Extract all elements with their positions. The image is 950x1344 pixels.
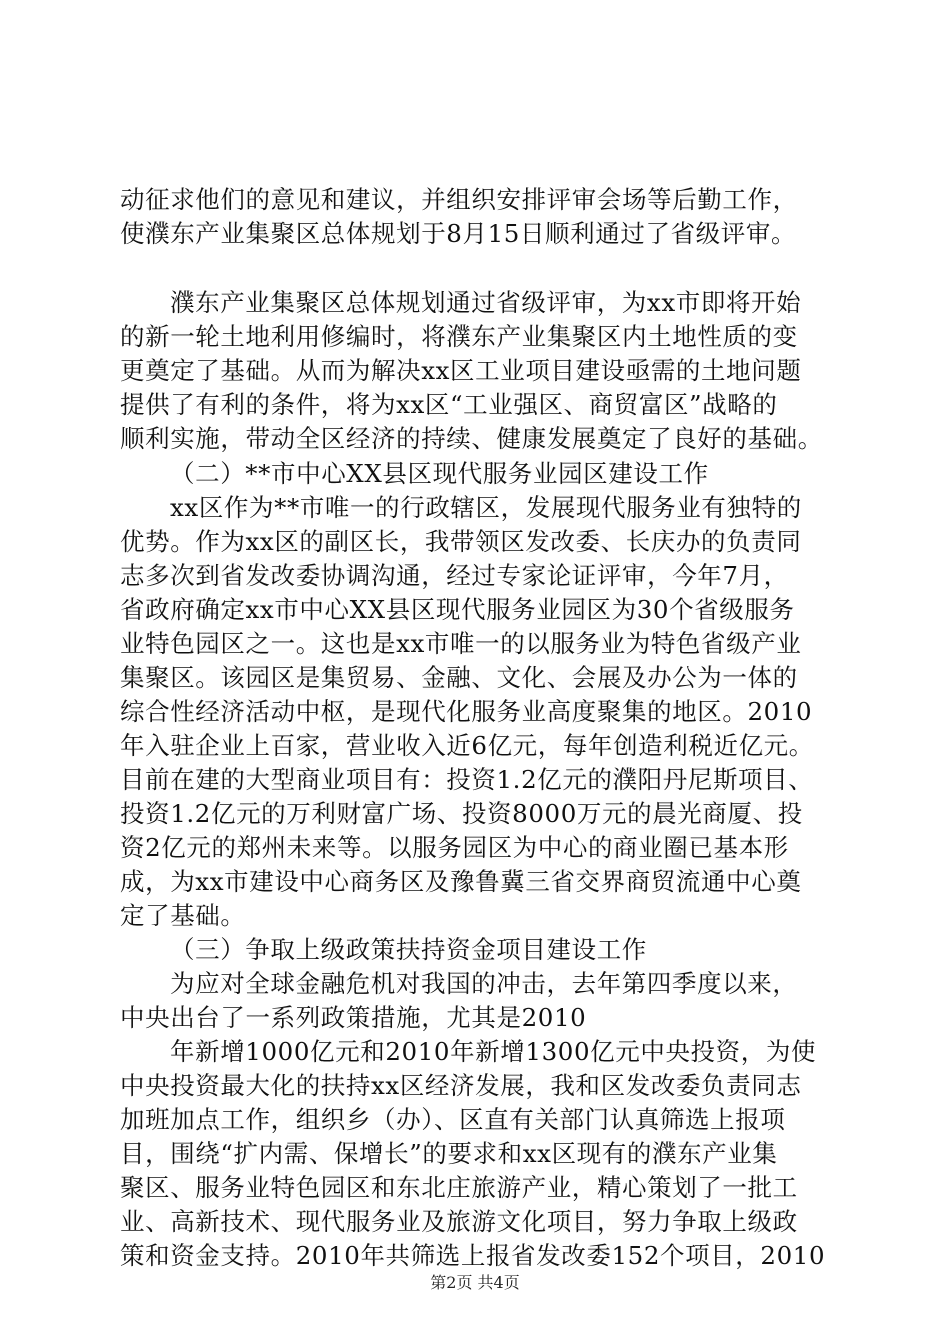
paragraph-start-line: 为应对全球金融危机对我国的冲击，去年第四季度以来， <box>170 969 798 998</box>
paragraph-start-line: 年新增1000亿元和2010年新增1300亿元中央投资，为使 <box>170 1037 817 1066</box>
text-line: 加班加点工作，组织乡（办）、区直有关部门认真筛选上报项 <box>120 1105 786 1134</box>
page-footer: 第2页 共4页 <box>430 1273 520 1292</box>
text-line: 集聚区。该园区是集贸易、金融、文化、会展及办公为一体的 <box>120 663 798 692</box>
text-line: 成，为xx市建设中心商务区及豫鲁冀三省交界商贸流通中心奠 <box>120 867 802 896</box>
text-line: 中央出台了一系列政策措施，尤其是2010 <box>120 1003 587 1032</box>
text-line: 年入驻企业上百家，营业收入近6亿元，每年创造利税近亿元。 <box>120 731 814 760</box>
text-line: 动征求他们的意见和建议，并组织安排评审会场等后勤工作， <box>120 185 798 214</box>
text-line: 定了基础。 <box>120 901 246 930</box>
paragraph-start-line: 濮东产业集聚区总体规划通过省级评审，为xx市即将开始 <box>170 288 802 317</box>
text-line: 的新一轮土地利用修编时，将濮东产业集聚区内土地性质的变 <box>120 322 798 351</box>
text-line: 资2亿元的郑州未来等。以服务园区为中心的商业圈已基本形 <box>120 833 789 862</box>
text-line: 业、高新技术、现代服务业及旅游文化项目，努力争取上级政 <box>120 1207 798 1236</box>
text-line: 省政府确定xx市中心XX县区现代服务业园区为30个省级服务 <box>120 595 795 624</box>
text-line: 中央投资最大化的扶持xx区经济发展，我和区发改委负责同志 <box>120 1071 802 1100</box>
text-line: 优势。作为xx区的副区长，我带领区发改委、长庆办的负责同 <box>120 527 802 556</box>
text-line: 志多次到省发改委协调沟通，经过专家论证评审，今年7月， <box>120 561 789 590</box>
text-line: 更奠定了基础。从而为解决xx区工业项目建设亟需的土地问题 <box>120 356 802 385</box>
text-line: 提供了有利的条件，将为xx区“工业强区、商贸富区”战略的 <box>120 390 778 419</box>
text-line: 聚区、服务业特色园区和东北庄旅游产业，精心策划了一批工 <box>120 1173 798 1202</box>
text-line: 业特色园区之一。这也是xx市唯一的以服务业为特色省级产业 <box>120 629 802 658</box>
text-line: 目前在建的大型商业项目有：投资1.2亿元的濮阳丹尼斯项目、 <box>120 765 814 794</box>
text-line: 目，围绕“扩内需、保增长”的要求和xx区现有的濮东产业集 <box>120 1139 778 1168</box>
section-heading: （三）争取上级政策扶持资金项目建设工作 <box>170 935 647 964</box>
text-line: 使濮东产业集聚区总体规划于8月15日顺利通过了省级评审。 <box>120 219 797 248</box>
section-heading: （二）**市中心XX县区现代服务业园区建设工作 <box>170 459 709 488</box>
text-line: 综合性经济活动中枢，是现代化服务业高度聚集的地区。2010 <box>120 697 813 726</box>
text-line: 策和资金支持。2010年共筛选上报省发改委152个项目，2010 <box>120 1241 826 1270</box>
text-line: 投资1.2亿元的万利财富广场、投资8000万元的晨光商厦、投 <box>120 799 803 828</box>
text-line: 顺利实施，带动全区经济的持续、健康发展奠定了良好的基础。 <box>120 424 823 453</box>
paragraph-start-line: xx区作为**市唯一的行政辖区，发展现代服务业有独特的 <box>170 493 802 522</box>
